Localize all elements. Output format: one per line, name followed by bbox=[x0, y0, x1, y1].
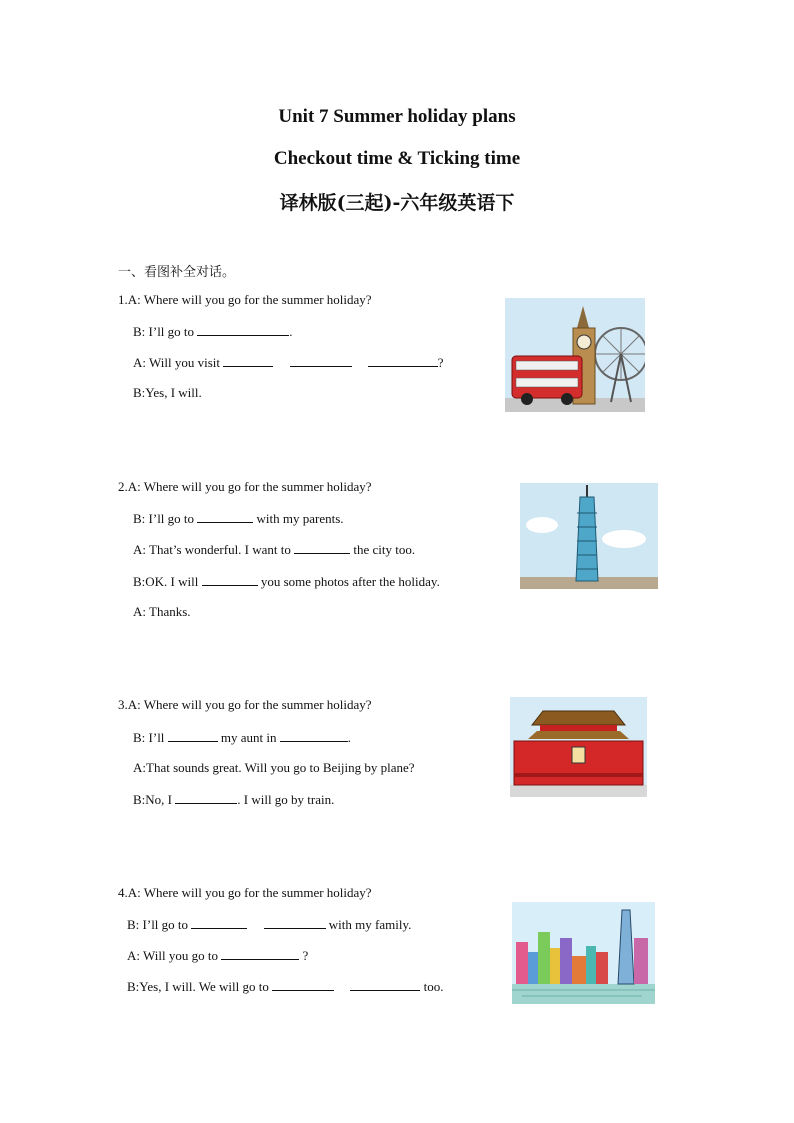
answer-blank[interactable] bbox=[272, 978, 334, 991]
taipei-101-picture bbox=[520, 483, 658, 589]
tiananmen-picture bbox=[510, 697, 647, 797]
section-heading: 一、看图补全对话。 bbox=[118, 265, 236, 280]
question-3-line-1: 3.A: Where will you go for the summer holiday? bbox=[118, 697, 372, 712]
text: B:OK. I will bbox=[133, 574, 202, 589]
text: B: I’ll bbox=[133, 730, 168, 745]
answer-blank[interactable] bbox=[280, 729, 348, 742]
page-subtitle-chinese: 译林版(三起)-六年级英语下 bbox=[279, 192, 515, 214]
page-title: Unit 7 Summer holiday plans bbox=[278, 106, 516, 127]
answer-blank[interactable] bbox=[264, 916, 326, 929]
question-2-line-1: 2.A: Where will you go for the summer holiday? bbox=[118, 479, 372, 494]
question-1-line-3 bbox=[133, 354, 444, 371]
answer-blank[interactable] bbox=[223, 354, 273, 367]
text: too. bbox=[420, 979, 444, 994]
text: with my family. bbox=[325, 917, 412, 932]
text: . I will go by train. bbox=[237, 792, 335, 807]
text: ? bbox=[299, 948, 309, 963]
text: . bbox=[347, 730, 352, 745]
answer-blank[interactable] bbox=[221, 947, 299, 960]
question-3-line-4 bbox=[133, 791, 334, 808]
text: . bbox=[289, 324, 293, 339]
answer-blank[interactable] bbox=[202, 573, 258, 586]
answer-blank[interactable] bbox=[290, 354, 352, 367]
text: you some photos after the holiday. bbox=[257, 574, 440, 589]
text: B:No, I bbox=[133, 792, 176, 807]
text: B: I’ll go to bbox=[127, 917, 192, 932]
question-2-line-3 bbox=[133, 541, 415, 558]
text: B:Yes, I will. We will go to bbox=[127, 979, 273, 994]
answer-blank[interactable] bbox=[175, 791, 237, 804]
question-4-line-4 bbox=[127, 978, 443, 995]
answer-blank[interactable] bbox=[197, 323, 289, 336]
question-3-line-2 bbox=[133, 729, 351, 746]
answer-blank[interactable] bbox=[350, 978, 420, 991]
question-3-line-3: A:That sounds great. Will you go to Beijing by plane? bbox=[133, 760, 415, 775]
page-subtitle: Checkout time & Ticking time bbox=[273, 148, 521, 169]
question-4-line-2 bbox=[127, 916, 411, 933]
text: B: I’ll go to bbox=[133, 324, 198, 339]
question-1-line-2 bbox=[133, 323, 293, 340]
question-1-line-1: 1.A: Where will you go for the summer holiday? bbox=[118, 292, 372, 307]
hong-kong-skyline-picture bbox=[512, 902, 655, 1004]
text: A: That’s wonderful. I want to bbox=[133, 542, 295, 557]
text: B: I’ll go to bbox=[133, 511, 198, 526]
text: A: Will you visit bbox=[133, 355, 224, 370]
london-big-ben-picture bbox=[505, 298, 645, 412]
text: with my parents. bbox=[253, 511, 344, 526]
answer-blank[interactable] bbox=[191, 916, 247, 929]
text: ? bbox=[437, 355, 444, 370]
question-1-line-4: B:Yes, I will. bbox=[133, 385, 202, 400]
question-2-line-2 bbox=[133, 510, 344, 527]
question-2-line-5: A: Thanks. bbox=[133, 604, 191, 619]
question-4-line-3 bbox=[127, 947, 308, 964]
answer-blank[interactable] bbox=[294, 541, 350, 554]
question-2-line-4 bbox=[133, 573, 440, 590]
text: my aunt in bbox=[217, 730, 280, 745]
text: A: Will you go to bbox=[127, 948, 222, 963]
answer-blank[interactable] bbox=[197, 510, 253, 523]
text: the city too. bbox=[350, 542, 416, 557]
question-4-line-1: 4.A: Where will you go for the summer holiday? bbox=[118, 885, 372, 900]
answer-blank[interactable] bbox=[368, 354, 438, 367]
answer-blank[interactable] bbox=[168, 729, 218, 742]
